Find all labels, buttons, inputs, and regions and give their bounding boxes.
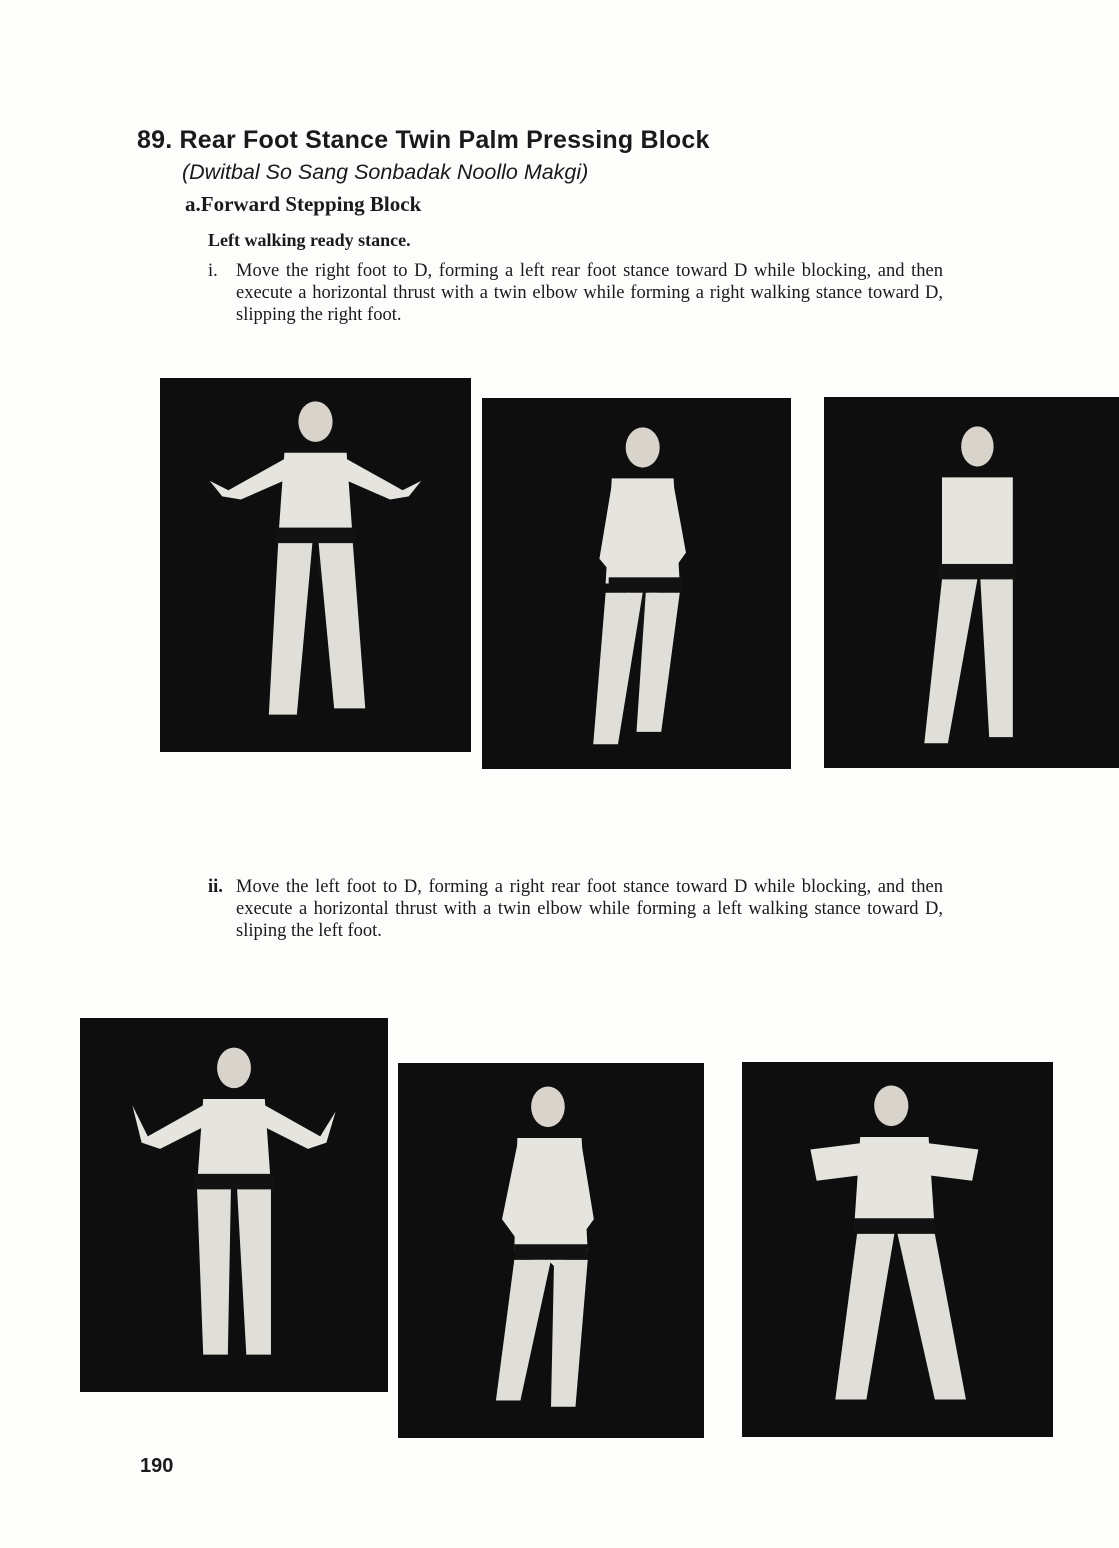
- step-i-photo-1: [160, 378, 471, 752]
- technique-korean-name: (Dwitbal So Sang Sonbadak Noollo Makgi): [182, 160, 589, 184]
- martial-artist-figure: [742, 1062, 1053, 1437]
- step-marker: i.: [208, 261, 218, 281]
- martial-artist-figure: [482, 398, 791, 769]
- step-ii-photo-1: [80, 1018, 388, 1392]
- step-text: Move the left foot to D, forming a right rear foot stance toward D while blocking, and then execute a horizontal thrust with a twin elbow while forming a left walking stance toward D, sliping the left foot.: [236, 877, 943, 941]
- step-i-photo-3: [824, 397, 1119, 768]
- instruction-step-i: [208, 260, 943, 326]
- step-i-photo-2: [482, 398, 791, 769]
- martial-artist-figure: [398, 1063, 704, 1438]
- step-ii-photo-3: [742, 1062, 1053, 1437]
- martial-artist-figure: [80, 1018, 388, 1392]
- instruction-step-ii: [208, 876, 943, 942]
- section-heading: a.Forward Stepping Block: [185, 192, 422, 216]
- page-number: 190: [140, 1455, 174, 1477]
- step-ii-photo-2: [398, 1063, 704, 1438]
- martial-artist-figure: [160, 378, 471, 752]
- martial-artist-figure: [824, 397, 1119, 768]
- step-text: Move the right foot to D, forming a left rear foot stance toward D while blocking, and then execute a horizontal thrust with a twin elbow while forming a right walking stance toward D, slipping the right foot.: [236, 261, 943, 325]
- page-title: 89. Rear Foot Stance Twin Palm Pressing Block: [137, 126, 710, 154]
- ready-stance-label: Left walking ready stance.: [208, 230, 411, 250]
- step-marker: ii.: [208, 877, 223, 897]
